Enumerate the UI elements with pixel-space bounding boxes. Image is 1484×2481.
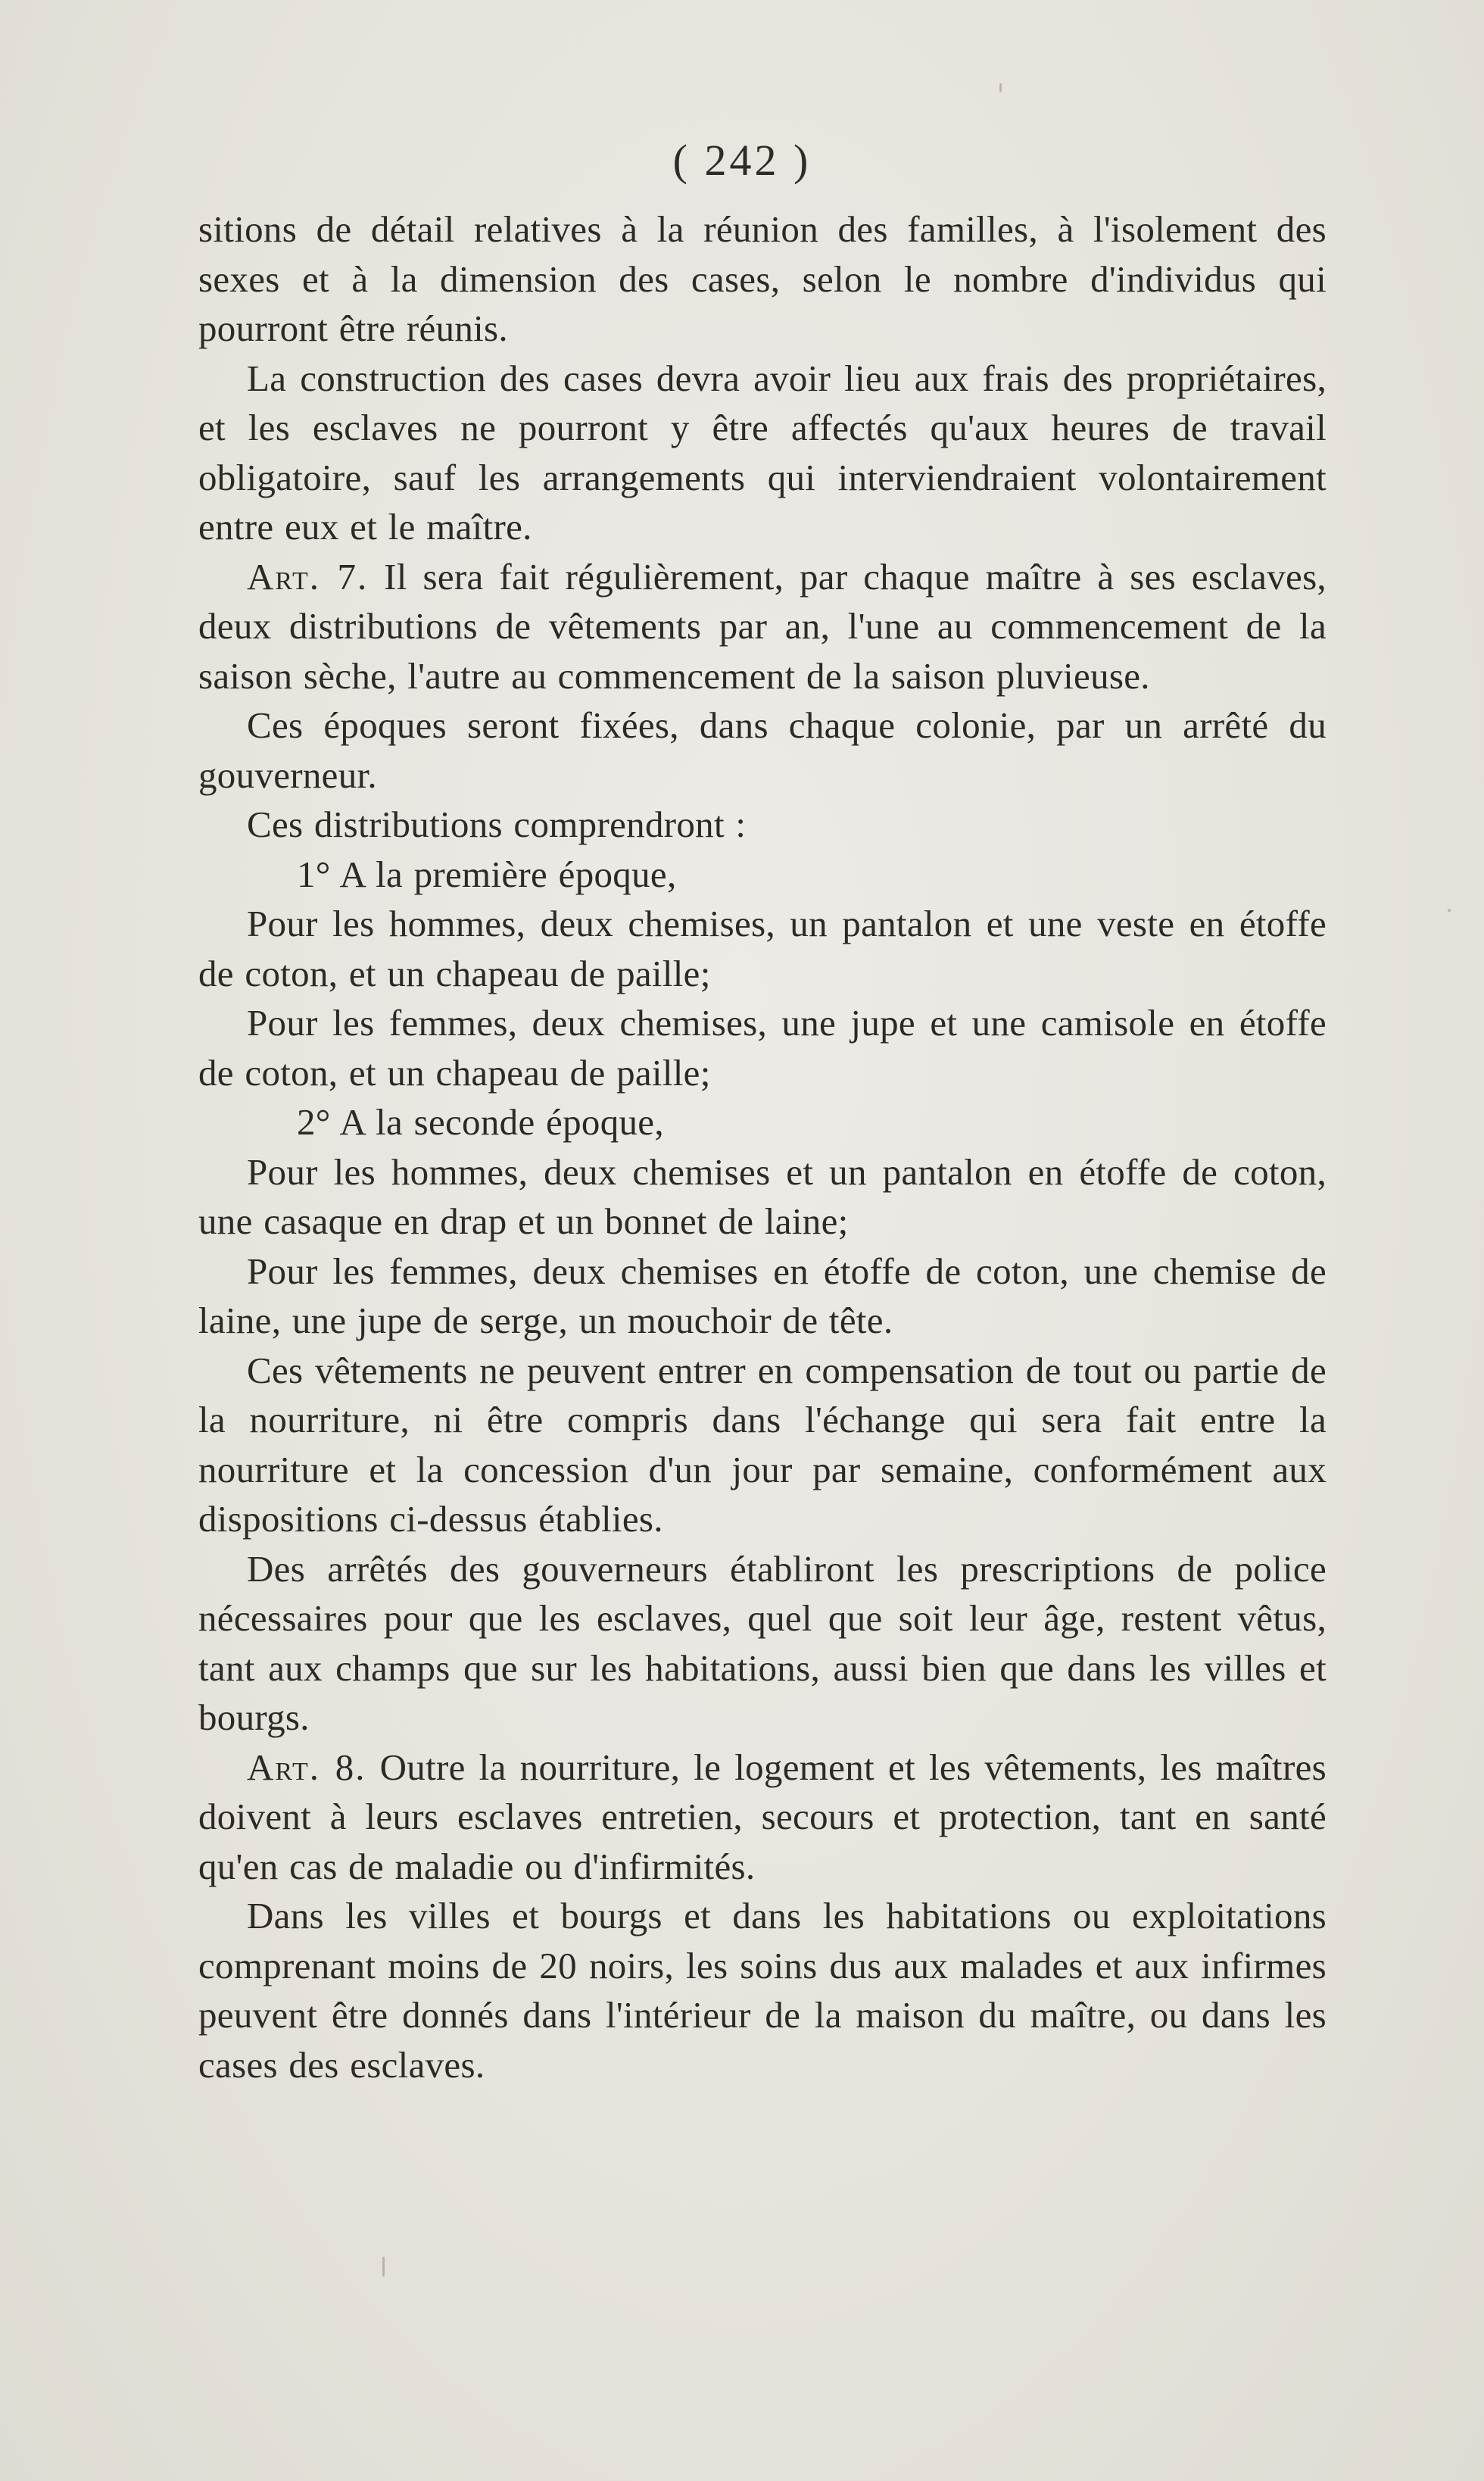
paragraph (198, 800, 1327, 850)
list-item (198, 998, 1327, 1097)
paragraph-text: Ces époques seront fixées, dans chaque colonie, par un arrêté du gouverneur. (198, 704, 1327, 796)
paragraph-text: Pour les hommes, deux chemises et un pantalon en étoffe de coton, une casaque en drap et un bonnet de laine; (198, 1150, 1327, 1242)
paragraph-text: Pour les femmes, deux chemises en étoffe de coton, une chemise de laine, une jupe de serge, un mouchoir de tête. (198, 1250, 1327, 1341)
paragraph-text: Ces vêtements ne peuvent entrer en compensation de tout ou partie de la nourriture, ni être compris dans l'échange qui sera fait entre la nourriture et la concession d'un jour par semaine, conformément aux dispositions ci-dessus établies. (198, 1349, 1327, 1540)
paragraph-text: 1° A la première époque, (297, 853, 677, 895)
paragraph-text: 2° A la seconde époque, (297, 1101, 664, 1143)
article-paragraph (198, 1743, 1327, 1892)
article-paragraph (198, 552, 1327, 701)
paragraph-text: Dans les villes et bourgs et dans les habitations ou exploitations comprenant moins de 20 noirs, les soins dus aux malades et aux infirmes peuvent être donnés dans l'intérieur de la maison du maître, ou dans les cases des esclaves. (198, 1895, 1327, 2086)
list-heading (198, 1097, 1327, 1147)
list-item (198, 1147, 1327, 1247)
article-label: Art. 7. (247, 555, 369, 598)
paragraph-text: Pour les femmes, deux chemises, une jupe et une camisole en étoffe de coton, et un chapeau de paille; (198, 1002, 1327, 1094)
paragraph-text: Ces distributions comprendront : (247, 804, 747, 845)
paragraph (198, 1891, 1327, 2089)
article-label: Art. 8. (247, 1746, 366, 1788)
list-item (198, 899, 1327, 998)
paragraph-text: La construction des cases devra avoir lieu aux frais des propriétaires, et les esclaves ne pourront y être affectés qu'aux heures de travail obligatoire, sauf les arrangements qui interviendraient volontairement entre eux et le maître. (198, 357, 1327, 548)
paper-speck (382, 2257, 385, 2277)
paragraph-continuation (198, 204, 1327, 354)
paragraph-text: Des arrêtés des gouverneurs établiront les prescriptions de police nécessaires pour que les esclaves, quel que soit leur âge, restent vêtus, tant aux champs que sur les habitations, aussi bien que dans les villes et bourgs. (198, 1547, 1327, 1738)
paragraph-text: Outre la nourriture, le logement et les vêtements, les maîtres doivent à leurs esclaves entretien, secours et protection, tant en santé qu'en cas de maladie ou d'infirmités. (198, 1746, 1327, 1887)
list-item (198, 1247, 1327, 1346)
paragraph-text: Il sera fait régulièrement, par chaque maître à ses esclaves, deux distributions de vêtements par an, l'une au commencement de la saison sèche, l'autre au commencement de la saison pluvieuse. (198, 555, 1327, 697)
list-heading (198, 850, 1327, 900)
page-number: ( 242 ) (672, 136, 812, 185)
paragraph (198, 1544, 1327, 1743)
paragraph-text: sitions de détail relatives à la réunion des familles, à l'isolement des sexes et à la dimension des cases, selon le nombre d'individus qui pourront être réunis. (198, 208, 1327, 349)
paragraph (198, 354, 1327, 552)
paragraph (198, 1346, 1327, 1544)
paragraph (198, 701, 1327, 800)
paper-speck (999, 83, 1002, 92)
body-text (198, 204, 1327, 2089)
paper-speck (1448, 909, 1451, 912)
paragraph-text: Pour les hommes, deux chemises, un pantalon et une veste en étoffe de coton, et un chapeau de paille; (198, 903, 1327, 994)
